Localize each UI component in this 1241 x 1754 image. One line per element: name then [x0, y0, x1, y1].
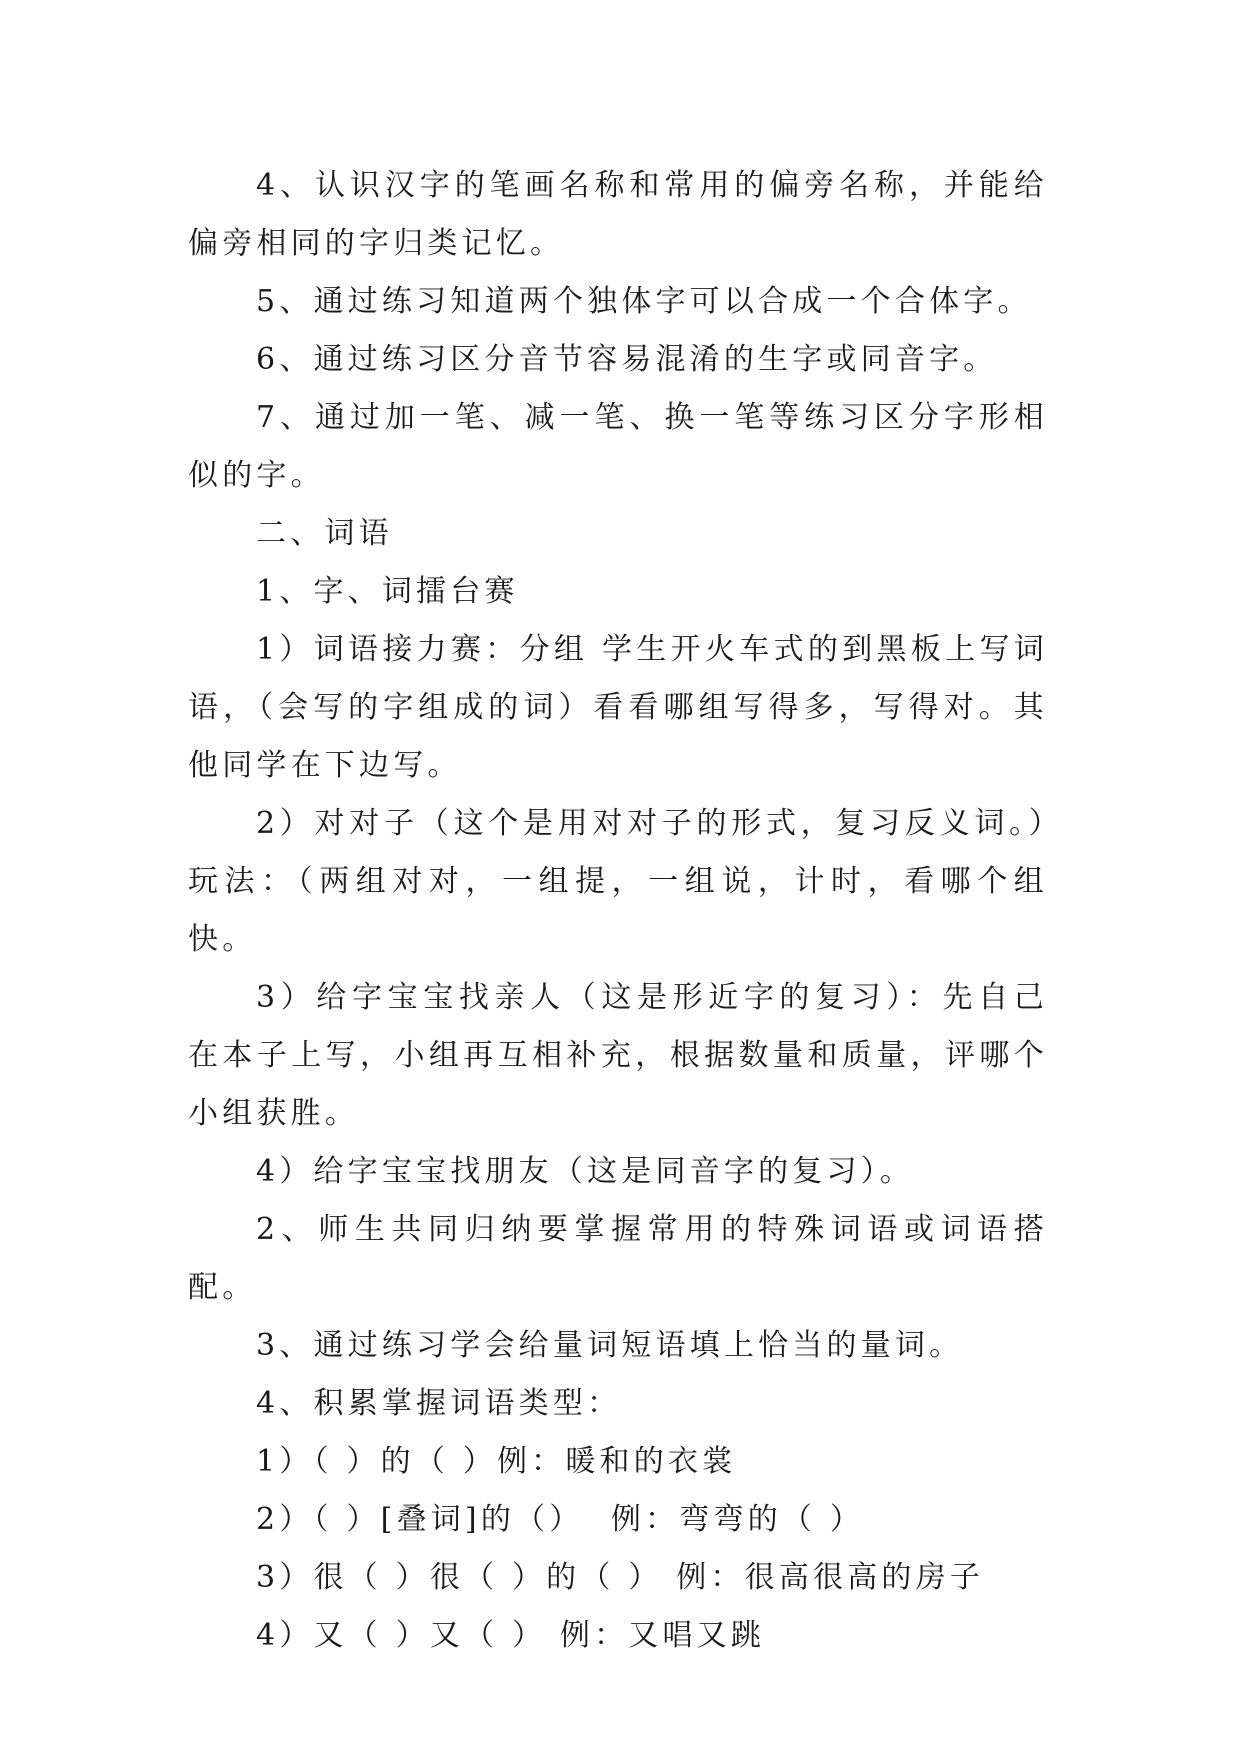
paragraph: 1）（ ）的（ ）例：暖和的衣裳	[256, 1444, 737, 1479]
paragraph: 1）词语接力赛：分组 学生开火车式的到黑板上写词语，（会写的字组成的词）看看哪组写得多，写得对。其他同学在下边写。	[188, 632, 1048, 783]
paragraph: 2、师生共同归纳要掌握常用的特殊词语或词语搭配。	[188, 1212, 1048, 1305]
paragraph: 3、通过练习学会给量词短语填上恰当的量词。	[256, 1328, 964, 1363]
section-heading: 二、词语	[256, 516, 393, 551]
paragraph: 4、积累掌握词语类型：	[256, 1386, 622, 1421]
paragraph: 3）很（ ）很（ ）的（ ） 例：很高很高的房子	[256, 1560, 985, 1595]
paragraph: 5、通过练习知道两个独体字可以合成一个合体字。	[256, 284, 1032, 319]
paragraph: 4、认识汉字的笔画名称和常用的偏旁名称，并能给偏旁相同的字归类记忆。	[188, 168, 1048, 261]
paragraph: 4）又（ ）又（ ） 例：又唱又跳	[256, 1618, 766, 1653]
paragraph: 6、通过练习区分音节容易混淆的生字或同音字。	[256, 342, 998, 377]
paragraph: 2）对对子（这个是用对对子的形式，复习反义词。）玩法：（两组对对，一组提，一组说，计时，看哪个组快。	[188, 806, 1048, 957]
paragraph: 4）给字宝宝找朋友（这是同音字的复习）。	[256, 1154, 915, 1189]
paragraph: 1、字、词擂台赛	[256, 574, 519, 609]
paragraph: 7、通过加一笔、减一笔、换一笔等练习区分字形相似的字。	[188, 400, 1048, 493]
paragraph: 2）（ ）[叠词]的（） 例：弯弯的（ ）	[256, 1502, 865, 1537]
paragraph: 3）给字宝宝找亲人（这是形近字的复习）：先自己在本子上写，小组再互相补充，根据数量和质量，评哪个小组获胜。	[188, 980, 1048, 1131]
document-body	[188, 157, 1048, 1665]
